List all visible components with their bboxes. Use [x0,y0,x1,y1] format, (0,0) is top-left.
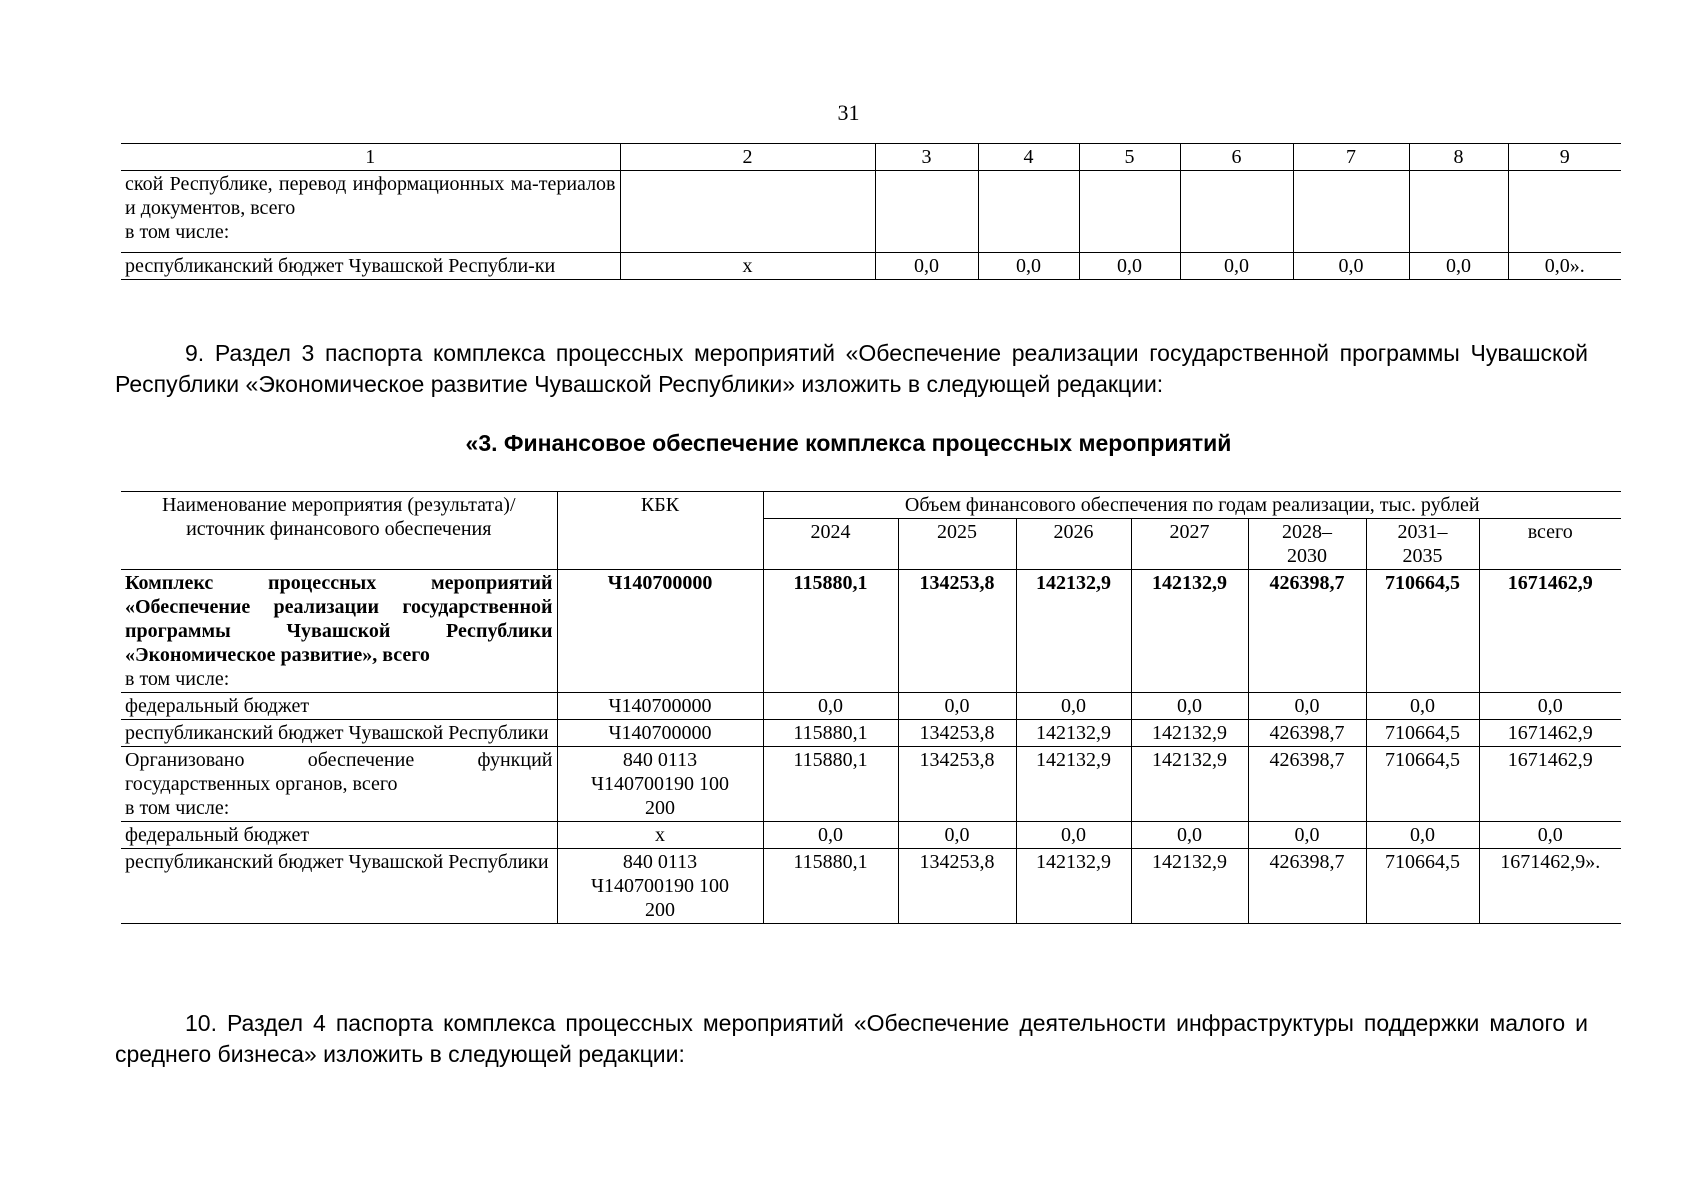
continuation-table [121,143,1621,280]
year-cell: 2024 [763,519,898,570]
value-cell: 710664,5 [1366,849,1479,924]
section-title: «3. Финансовое обеспечение комплекса процессных мероприятий [465,430,1232,456]
header-cell: 4 [978,144,1079,171]
value-cell: 134253,8 [898,849,1016,924]
value-cell: 115880,1 [763,747,898,822]
kbk-cell: Ч140700000 [557,693,763,720]
cell [978,171,1079,253]
table-row [121,171,1621,253]
value-cell: 1671462,9 [1479,570,1621,693]
value-cell: 0,0 [1479,822,1621,849]
value-cell: 142132,9 [1131,849,1248,924]
paragraph-10 [115,1008,1588,1070]
header-cell: 6 [1180,144,1293,171]
value-cell: 142132,9 [1016,720,1131,747]
value-cell: 1671462,9». [1479,849,1621,924]
value-cell: 0,0 [1016,822,1131,849]
table-row [121,253,1621,280]
kbk-cell: Ч140700000 [557,570,763,693]
cell [620,171,875,253]
header-volume: Объем финансового обеспечения по годам реализации, тыс. рублей [763,492,1621,519]
table-row [121,570,1621,693]
value-cell: 1671462,9 [1479,747,1621,822]
financing-table-body [121,570,1621,924]
cell: 0,0». [1508,253,1621,280]
table-row [121,720,1621,747]
value-cell: 134253,8 [898,747,1016,822]
cell [1508,171,1621,253]
row-name-cell [121,570,557,693]
header-cell: 5 [1079,144,1180,171]
value-cell: 0,0 [898,693,1016,720]
row-name-cell: Организовано обеспечение функций государственных органов, всего в том числе: [121,747,557,822]
value-cell: 0,0 [1479,693,1621,720]
table-row [121,693,1621,720]
value-cell: 710664,5 [1366,570,1479,693]
value-cell: 142132,9 [1131,720,1248,747]
value-cell: 710664,5 [1366,747,1479,822]
year-cell: 2028– 2030 [1248,519,1366,570]
value-cell: 426398,7 [1248,720,1366,747]
table-header-row [121,492,1621,519]
header-cell: 3 [875,144,978,171]
row-name-cell: ской Республике, перевод информационных ма-териалов и документов, всего в том числе: [121,171,620,253]
row-name-bold: Комплекс процессных мероприятий «Обеспечение реализации государственной программы Чувашской Республики «Экономическое развитие», всего [125,572,553,666]
cell: 0,0 [1409,253,1508,280]
row-name-cell: республиканский бюджет Чувашской Республи-ки [121,253,620,280]
year-cell: 2031– 2035 [1366,519,1479,570]
financing-table [121,491,1621,924]
value-cell: 0,0 [1248,693,1366,720]
value-cell: 0,0 [1248,822,1366,849]
value-cell: 134253,8 [898,570,1016,693]
paragraph-10-text: 10. Раздел 4 паспорта комплекса процессных мероприятий «Обеспечение деятельности инфраструктуры поддержки малого и среднего бизнеса» изложить в следующей редакции: [115,1010,1588,1067]
cell [1409,171,1508,253]
paragraph-9-text: 9. Раздел 3 паспорта комплекса процессных мероприятий «Обеспечение реализации государственной программы Чувашской Республики «Экономическое развитие Чувашской Республики» изложить в следующей редакции: [115,340,1588,397]
cell: 0,0 [875,253,978,280]
cell: 0,0 [1293,253,1409,280]
table-row [121,849,1621,924]
table-row [121,822,1621,849]
cell [1079,171,1180,253]
cell [1180,171,1293,253]
value-cell: 0,0 [1131,822,1248,849]
row-name-suffix: в том числе: [125,668,230,690]
header-cell: 9 [1508,144,1621,171]
value-cell: 142132,9 [1016,747,1131,822]
value-cell: 115880,1 [763,720,898,747]
value-cell: 142132,9 [1016,570,1131,693]
cell [1293,171,1409,253]
cell: х [620,253,875,280]
value-cell: 0,0 [763,822,898,849]
value-cell: 0,0 [1366,693,1479,720]
row-name-cell: республиканский бюджет Чувашской Республики [121,849,557,924]
kbk-cell: Ч140700000 [557,720,763,747]
header-kbk: КБК [557,492,763,570]
value-cell: 426398,7 [1248,570,1366,693]
cell: 0,0 [1180,253,1293,280]
kbk-cell: х [557,822,763,849]
cell: 0,0 [1079,253,1180,280]
value-cell: 1671462,9 [1479,720,1621,747]
value-cell: 0,0 [1016,693,1131,720]
value-cell: 0,0 [1131,693,1248,720]
table-row [121,747,1621,822]
value-cell: 115880,1 [763,849,898,924]
header-cell: 2 [620,144,875,171]
year-cell: 2027 [1131,519,1248,570]
value-cell: 426398,7 [1248,747,1366,822]
value-cell: 142132,9 [1131,570,1248,693]
header-name: Наименование мероприятия (результата)/ источник финансового обеспечения [121,492,557,570]
row-name-cell: федеральный бюджет [121,693,557,720]
value-cell: 0,0 [1366,822,1479,849]
header-cell: 8 [1409,144,1508,171]
cell: 0,0 [978,253,1079,280]
table-header-row [121,144,1621,171]
kbk-cell: 840 0113 Ч140700190 100 200 [557,747,763,822]
year-cell: 2025 [898,519,1016,570]
value-cell: 134253,8 [898,720,1016,747]
row-name-cell: федеральный бюджет [121,822,557,849]
value-cell: 115880,1 [763,570,898,693]
paragraph-9 [115,338,1588,400]
value-cell: 426398,7 [1248,849,1366,924]
cell [875,171,978,253]
value-cell: 710664,5 [1366,720,1479,747]
year-cell: 2026 [1016,519,1131,570]
year-cell: всего [1479,519,1621,570]
value-cell: 142132,9 [1016,849,1131,924]
header-cell: 1 [121,144,620,171]
row-name-cell: республиканский бюджет Чувашской Республики [121,720,557,747]
page-number: 31 [837,100,860,125]
header-cell: 7 [1293,144,1409,171]
value-cell: 142132,9 [1131,747,1248,822]
value-cell: 0,0 [763,693,898,720]
kbk-cell: 840 0113 Ч140700190 100 200 [557,849,763,924]
value-cell: 0,0 [898,822,1016,849]
